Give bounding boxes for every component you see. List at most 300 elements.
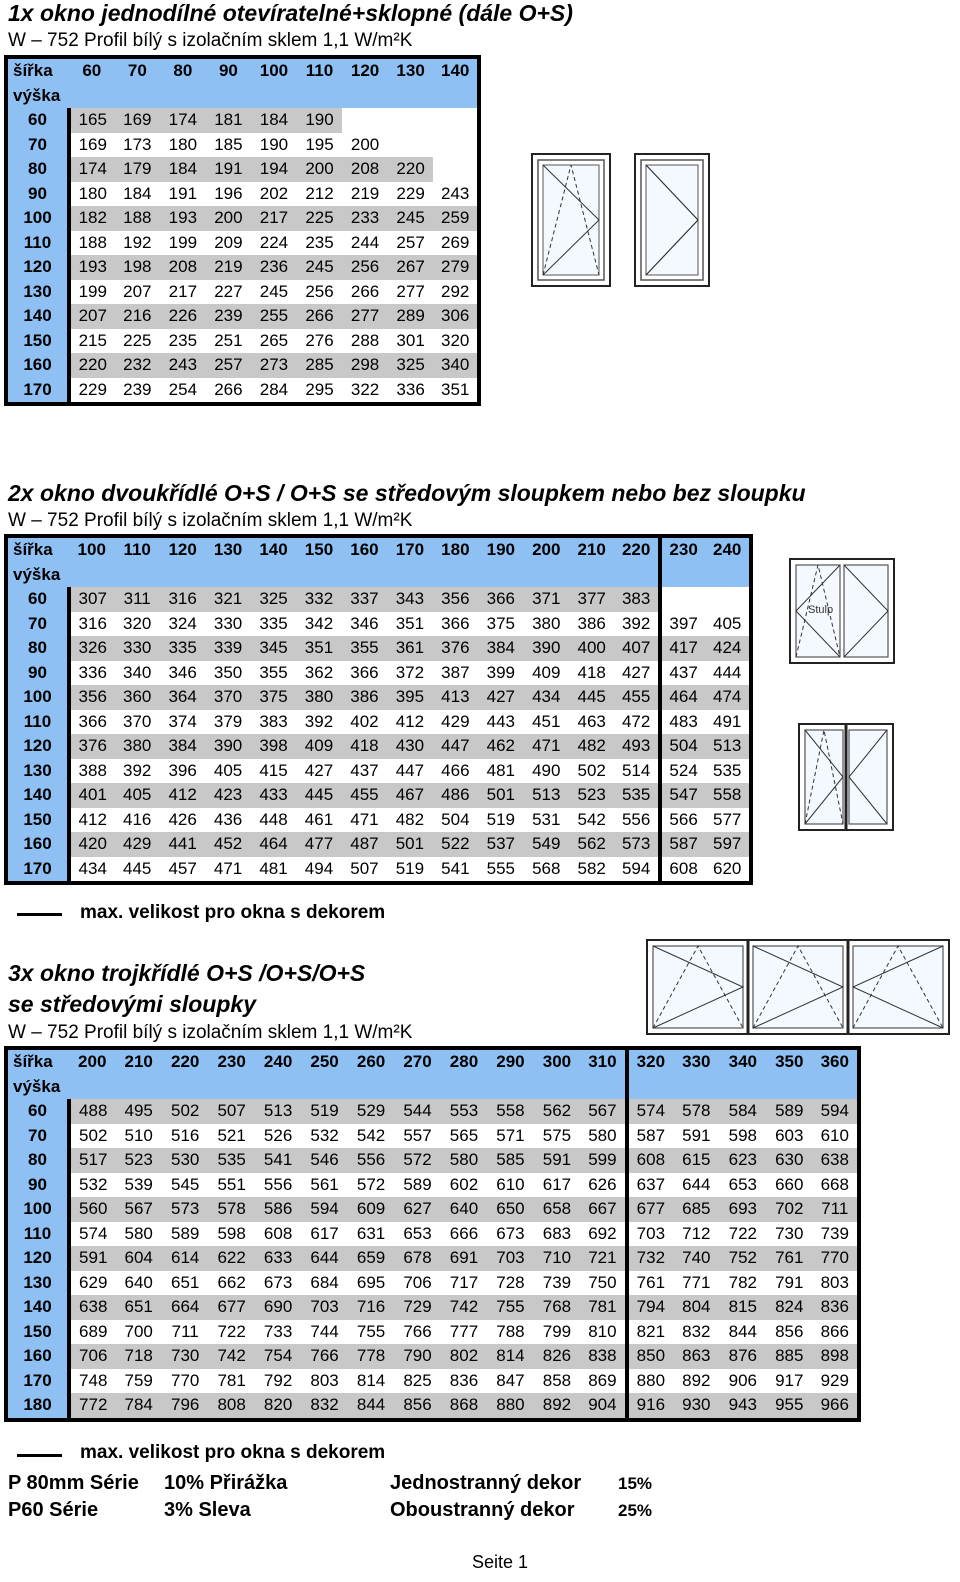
price-cell: 269 <box>433 231 479 256</box>
price-cell: 847 <box>487 1369 533 1394</box>
price-cell: 916 <box>627 1393 673 1420</box>
price-cell: 556 <box>348 1148 394 1173</box>
price-cell: 225 <box>297 206 343 231</box>
table-row <box>6 734 751 759</box>
height-header: 150 <box>6 808 69 833</box>
price-cell: 739 <box>813 1222 860 1247</box>
price-cell: 481 <box>478 759 523 784</box>
table-row <box>6 1124 859 1149</box>
price-cell: 180 <box>69 182 115 207</box>
price-cell: 307 <box>69 587 114 612</box>
price-cell: 195 <box>297 133 343 158</box>
price-cell: 277 <box>342 304 388 329</box>
price-cell: 345 <box>251 636 296 661</box>
price-cell: 245 <box>297 255 343 280</box>
height-header: 60 <box>6 587 69 612</box>
price-cell: 243 <box>433 182 479 207</box>
header-height-label: výška <box>6 563 69 588</box>
price-cell: 683 <box>534 1222 580 1247</box>
height-header: 170 <box>6 1369 69 1394</box>
page-number: Seite 1 <box>472 1552 529 1572</box>
price-cell: 371 <box>524 587 569 612</box>
price-cell: 405 <box>114 783 159 808</box>
price-cell: 832 <box>673 1320 719 1345</box>
price-cell: 447 <box>387 759 432 784</box>
width-header: 110 <box>114 536 159 563</box>
price-cell: 799 <box>534 1320 580 1345</box>
price-cell: 207 <box>69 304 115 329</box>
price-cell: 770 <box>162 1369 208 1394</box>
price-cell: 383 <box>251 710 296 735</box>
price-cell: 316 <box>160 587 205 612</box>
price-cell: 181 <box>206 108 252 133</box>
price-cell: 691 <box>441 1246 487 1271</box>
price-cell: 617 <box>301 1222 347 1247</box>
price-cell: 398 <box>251 734 296 759</box>
price-cell: 289 <box>388 304 434 329</box>
decor-two-sided-value: 25% <box>618 1501 653 1520</box>
width-header: 230 <box>660 536 705 563</box>
section3-subtitle: W – 752 Profil bílý s izolačním sklem 1,1 W/m²K <box>8 1022 413 1043</box>
price-cell: 416 <box>114 808 159 833</box>
price-cell: 880 <box>487 1393 533 1420</box>
price-cell: 825 <box>394 1369 440 1394</box>
price-cell: 386 <box>569 612 614 637</box>
price-cell: 535 <box>705 759 751 784</box>
table-row <box>6 329 479 354</box>
price-cell: 677 <box>627 1197 673 1222</box>
price-cell: 232 <box>115 353 161 378</box>
header-spacer <box>162 1075 208 1100</box>
header-spacer <box>115 84 161 109</box>
price-cell: 814 <box>348 1369 394 1394</box>
price-cell: 778 <box>348 1344 394 1369</box>
price-cell: 370 <box>205 685 250 710</box>
section1-title: 1x okno jednodílné otevíratelné+sklopné (dále O+S) <box>8 0 573 26</box>
price-cell: 464 <box>251 832 296 857</box>
header-width-label: šířka <box>6 1048 69 1075</box>
price-cell: 519 <box>478 808 523 833</box>
height-header: 160 <box>6 353 69 378</box>
price-cell: 436 <box>205 808 250 833</box>
header-spacer <box>388 84 434 109</box>
header-spacer <box>478 563 523 588</box>
price-cell: 750 <box>580 1271 626 1296</box>
price-cell: 184 <box>160 157 206 182</box>
height-header: 180 <box>6 1393 69 1420</box>
price-cell: 494 <box>296 857 341 884</box>
price-cell: 587 <box>627 1124 673 1149</box>
price-cell: 567 <box>115 1197 161 1222</box>
price-cell: 276 <box>297 329 343 354</box>
price-cell: 796 <box>162 1393 208 1420</box>
price-cell: 455 <box>614 685 659 710</box>
price-cell: 803 <box>813 1271 860 1296</box>
price-cell: 255 <box>251 304 297 329</box>
price-cell: 364 <box>160 685 205 710</box>
price-cell: 191 <box>206 157 252 182</box>
price-cell: 898 <box>813 1344 860 1369</box>
width-header: 80 <box>160 57 206 84</box>
price-cell: 462 <box>478 734 523 759</box>
price-cell: 557 <box>394 1124 440 1149</box>
price-cell: 463 <box>569 710 614 735</box>
height-header: 140 <box>6 783 69 808</box>
width-header: 230 <box>208 1048 254 1075</box>
price-cell: 360 <box>114 685 159 710</box>
price-cell: 284 <box>251 378 297 405</box>
price-cell: 387 <box>433 661 478 686</box>
price-cell: 429 <box>114 832 159 857</box>
height-header: 90 <box>6 661 69 686</box>
width-header: 100 <box>69 536 114 563</box>
price-cell: 580 <box>115 1222 161 1247</box>
price-cell: 711 <box>162 1320 208 1345</box>
price-cell: 380 <box>524 612 569 637</box>
price-cell: 549 <box>524 832 569 857</box>
price-cell: 190 <box>297 108 343 133</box>
price-cell: 339 <box>205 636 250 661</box>
price-cell: 832 <box>301 1393 347 1420</box>
header-spacer <box>251 563 296 588</box>
height-header: 60 <box>6 108 69 133</box>
height-header: 100 <box>6 685 69 710</box>
price-cell: 966 <box>813 1393 860 1420</box>
price-cell: 202 <box>251 182 297 207</box>
price-cell: 376 <box>433 636 478 661</box>
price-cell: 524 <box>660 759 705 784</box>
header-spacer <box>627 1075 673 1100</box>
price-cell: 445 <box>296 783 341 808</box>
price-cell: 815 <box>720 1295 766 1320</box>
price-cell: 477 <box>296 832 341 857</box>
price-cell: 866 <box>813 1320 860 1345</box>
header-spacer <box>205 563 250 588</box>
price-cell: 356 <box>433 587 478 612</box>
table-row <box>6 1197 859 1222</box>
price-cell: 808 <box>208 1393 254 1420</box>
header-width-label: šířka <box>6 57 69 84</box>
price-cell: 361 <box>387 636 432 661</box>
price-cell: 229 <box>69 378 115 405</box>
price-cell: 729 <box>394 1295 440 1320</box>
width-header: 290 <box>487 1048 533 1075</box>
price-cell: 788 <box>487 1320 533 1345</box>
table-row <box>6 231 479 256</box>
price-cell: 567 <box>580 1099 626 1124</box>
price-cell: 651 <box>162 1271 208 1296</box>
width-header: 60 <box>69 57 115 84</box>
price-cell: 502 <box>569 759 614 784</box>
header-spacer <box>524 563 569 588</box>
section1-subtitle: W – 752 Profil bílý s izolačním sklem 1,1 W/m²K <box>8 30 413 51</box>
price-cell: 429 <box>433 710 478 735</box>
price-cell: 343 <box>387 587 432 612</box>
price-cell: 351 <box>433 378 479 405</box>
price-cell: 288 <box>342 329 388 354</box>
header-spacer <box>433 563 478 588</box>
price-cell: 236 <box>251 255 297 280</box>
header-spacer <box>255 1075 301 1100</box>
price-cell: 781 <box>580 1295 626 1320</box>
price-cell: 487 <box>342 832 387 857</box>
price-cell: 366 <box>433 612 478 637</box>
width-header: 260 <box>348 1048 394 1075</box>
price-cell: 200 <box>297 157 343 182</box>
p60-series-label: P60 Série <box>8 1499 99 1521</box>
price-cell: 544 <box>394 1099 440 1124</box>
price-cell: 337 <box>342 587 387 612</box>
price-cell: 608 <box>660 857 705 884</box>
price-cell: 519 <box>387 857 432 884</box>
height-header: 140 <box>6 304 69 329</box>
price-cell: 547 <box>660 783 705 808</box>
height-header: 160 <box>6 832 69 857</box>
price-cell: 355 <box>251 661 296 686</box>
price-cell: 245 <box>251 280 297 305</box>
price-cell: 200 <box>342 133 388 158</box>
price-cell: 501 <box>387 832 432 857</box>
price-cell: 277 <box>388 280 434 305</box>
price-cell: 651 <box>115 1295 161 1320</box>
price-cell: 673 <box>487 1222 533 1247</box>
price-cell: 658 <box>534 1197 580 1222</box>
price-cell: 556 <box>614 808 659 833</box>
p80-series-label: P 80mm Série <box>8 1472 139 1494</box>
height-header: 150 <box>6 329 69 354</box>
price-cell: 856 <box>394 1393 440 1420</box>
price-cell: 814 <box>487 1344 533 1369</box>
price-cell: 295 <box>297 378 343 405</box>
price-cell: 427 <box>614 661 659 686</box>
price-cell: 471 <box>342 808 387 833</box>
price-cell: 561 <box>301 1173 347 1198</box>
price-cell: 640 <box>115 1271 161 1296</box>
price-cell: 320 <box>114 612 159 637</box>
price-cell: 405 <box>705 612 751 637</box>
price-cell: 722 <box>720 1222 766 1247</box>
header-spacer <box>705 563 751 588</box>
price-cell: 321 <box>205 587 250 612</box>
price-cell: 330 <box>114 636 159 661</box>
price-cell: 556 <box>255 1173 301 1198</box>
table-row <box>6 1099 859 1124</box>
price-cell: 513 <box>255 1099 301 1124</box>
price-table-double <box>4 534 753 885</box>
height-header: 150 <box>6 1320 69 1345</box>
price-cell: 409 <box>296 734 341 759</box>
price-cell: 546 <box>301 1148 347 1173</box>
price-cell: 522 <box>433 832 478 857</box>
decor-limit-marker <box>17 913 62 916</box>
price-cell: 257 <box>388 231 434 256</box>
price-cell: 445 <box>114 857 159 884</box>
price-cell: 585 <box>487 1148 533 1173</box>
height-header: 170 <box>6 378 69 405</box>
price-cell: 340 <box>433 353 479 378</box>
price-cell: 599 <box>580 1148 626 1173</box>
price-cell: 574 <box>627 1099 673 1124</box>
price-cell: 510 <box>115 1124 161 1149</box>
price-cell: 523 <box>115 1148 161 1173</box>
height-header: 90 <box>6 1173 69 1198</box>
price-cell: 434 <box>69 857 114 884</box>
price-cell: 754 <box>255 1344 301 1369</box>
price-cell: 256 <box>342 255 388 280</box>
window-double-mullion-diagram <box>797 722 895 832</box>
height-header: 170 <box>6 857 69 884</box>
height-header: 110 <box>6 710 69 735</box>
price-cell: 169 <box>69 133 115 158</box>
p80-series-value: 10% Přirážka <box>164 1472 288 1494</box>
header-height-label: výška <box>6 84 69 109</box>
price-cell: 193 <box>160 206 206 231</box>
price-cell: 379 <box>205 710 250 735</box>
price-cell: 542 <box>569 808 614 833</box>
price-cell: 488 <box>69 1099 115 1124</box>
price-cell: 256 <box>297 280 343 305</box>
price-cell: 182 <box>69 206 115 231</box>
decor-one-sided-value: 15% <box>618 1474 653 1493</box>
header-spacer <box>160 563 205 588</box>
section3-title-line1: 3x okno trojkřídlé O+S /O+S/O+S <box>8 960 366 986</box>
price-cell: 418 <box>342 734 387 759</box>
header-spacer <box>348 1075 394 1100</box>
height-header: 90 <box>6 182 69 207</box>
price-cell: 516 <box>162 1124 208 1149</box>
price-cell: 761 <box>766 1246 812 1271</box>
price-cell: 626 <box>580 1173 626 1198</box>
price-cell: 650 <box>487 1197 533 1222</box>
price-cell <box>433 157 479 182</box>
price-cell: 692 <box>580 1222 626 1247</box>
price-cell: 529 <box>348 1099 394 1124</box>
price-cell: 415 <box>251 759 296 784</box>
price-cell: 332 <box>296 587 341 612</box>
decor-two-sided-label: Oboustranný dekor <box>390 1499 575 1521</box>
price-cell: 660 <box>766 1173 812 1198</box>
price-cell: 690 <box>255 1295 301 1320</box>
header-spacer <box>114 563 159 588</box>
price-cell: 804 <box>673 1295 719 1320</box>
header-spacer <box>251 84 297 109</box>
price-cell: 412 <box>69 808 114 833</box>
price-cell: 810 <box>580 1320 626 1345</box>
price-cell: 377 <box>569 587 614 612</box>
price-cell: 838 <box>580 1344 626 1369</box>
price-cell: 782 <box>720 1271 766 1296</box>
price-cell: 285 <box>297 353 343 378</box>
price-cell: 397 <box>660 612 705 637</box>
table-row <box>6 1393 859 1420</box>
price-cell: 706 <box>394 1271 440 1296</box>
price-cell: 266 <box>297 304 343 329</box>
price-cell: 424 <box>705 636 751 661</box>
height-header: 130 <box>6 1271 69 1296</box>
price-cell: 441 <box>160 832 205 857</box>
price-cell: 188 <box>69 231 115 256</box>
price-cell: 917 <box>766 1369 812 1394</box>
price-cell: 346 <box>160 661 205 686</box>
price-cell: 474 <box>705 685 751 710</box>
price-cell: 208 <box>160 255 206 280</box>
price-cell: 390 <box>524 636 569 661</box>
height-header: 80 <box>6 1148 69 1173</box>
price-cell: 227 <box>206 280 252 305</box>
price-cell: 748 <box>69 1369 115 1394</box>
price-cell: 892 <box>534 1393 580 1420</box>
width-header: 270 <box>394 1048 440 1075</box>
price-cell: 180 <box>160 133 206 158</box>
price-cell: 892 <box>673 1369 719 1394</box>
header-spacer <box>534 1075 580 1100</box>
price-cell: 220 <box>69 353 115 378</box>
price-cell: 351 <box>296 636 341 661</box>
width-header: 130 <box>205 536 250 563</box>
price-cell: 513 <box>524 783 569 808</box>
price-cell: 591 <box>673 1124 719 1149</box>
price-cell: 239 <box>115 378 161 405</box>
price-cell: 728 <box>487 1271 533 1296</box>
price-cell: 627 <box>394 1197 440 1222</box>
header-spacer <box>441 1075 487 1100</box>
price-cell: 219 <box>206 255 252 280</box>
width-header: 250 <box>301 1048 347 1075</box>
price-cell: 199 <box>160 231 206 256</box>
price-cell: 273 <box>251 353 297 378</box>
price-cell: 298 <box>342 353 388 378</box>
price-cell: 396 <box>160 759 205 784</box>
height-header: 110 <box>6 231 69 256</box>
price-cell: 824 <box>766 1295 812 1320</box>
price-cell: 401 <box>69 783 114 808</box>
width-header: 220 <box>162 1048 208 1075</box>
price-cell: 582 <box>569 857 614 884</box>
width-header: 140 <box>433 57 479 84</box>
width-header: 120 <box>342 57 388 84</box>
price-cell: 781 <box>208 1369 254 1394</box>
header-height-label: výška <box>6 1075 69 1100</box>
section3-title-line2: se středovými sloupky <box>8 991 256 1017</box>
width-header: 70 <box>115 57 161 84</box>
price-cell: 430 <box>387 734 432 759</box>
price-cell: 443 <box>478 710 523 735</box>
price-cell <box>705 587 751 612</box>
price-cell: 541 <box>433 857 478 884</box>
price-cell: 844 <box>720 1320 766 1345</box>
price-cell: 566 <box>660 808 705 833</box>
price-cell: 869 <box>580 1369 626 1394</box>
price-cell: 603 <box>766 1124 812 1149</box>
width-header: 220 <box>614 536 659 563</box>
width-header: 110 <box>297 57 343 84</box>
price-cell: 392 <box>296 710 341 735</box>
price-cell: 306 <box>433 304 479 329</box>
table-row <box>6 1246 859 1271</box>
price-cell: 235 <box>160 329 206 354</box>
price-cell: 233 <box>342 206 388 231</box>
price-cell: 420 <box>69 832 114 857</box>
price-cell: 388 <box>69 759 114 784</box>
width-header: 300 <box>534 1048 580 1075</box>
price-cell: 501 <box>478 783 523 808</box>
table-row <box>6 857 751 884</box>
price-cell: 417 <box>660 636 705 661</box>
price-cell: 370 <box>114 710 159 735</box>
height-header: 130 <box>6 280 69 305</box>
price-cell <box>433 133 479 158</box>
price-cell: 330 <box>205 612 250 637</box>
